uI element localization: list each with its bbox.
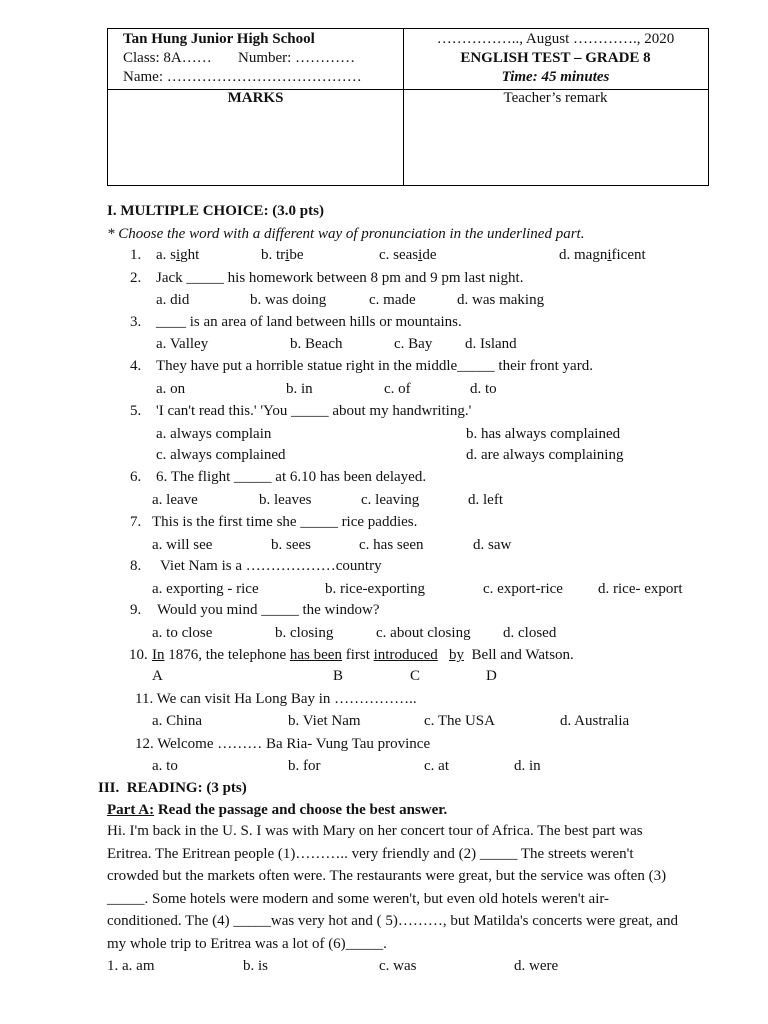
q7-option-a: a. will see [152,537,213,553]
q11-option-b: b. Viet Nam [288,713,361,729]
passage-line: _____. Some hotels were modern and some weren't, but even old hotels weren't air- [107,890,610,907]
q5-option-c: c. always complained [156,447,286,463]
marks-label: MARKS [227,90,284,106]
reading-q1-option-c: c. was [379,958,417,974]
passage-line: Hi. I'm back in the U. S. I was with Mary on her concert tour of Africa. The best part was [107,823,643,839]
part-a-heading: Part A: Read the passage and choose the best answer. [107,802,448,818]
q5-option-d: d. are always complaining [466,447,624,463]
question-4-number: 4. [130,358,142,374]
q5-option-a: a. always complain [156,426,272,442]
question-9-number: 9. [130,602,142,618]
class-number-line: Class: 8A…… Number: ………… [123,50,356,66]
q12-option-a: a. to [152,758,178,774]
question-5-text: 'I can't read this.' 'You _____ about my handwriting.' [156,403,472,419]
passage-line: crowded but the markets often were. The restaurants were great, but the service was often (3) [107,868,667,884]
question-11-text: 11. We can visit Ha Long Bay in …………….. [135,691,417,707]
question-6-number: 6. [130,469,142,485]
question-7-number: 7. [130,514,142,530]
q6-option-d: d. left [468,492,503,508]
q4-option-b: b. in [286,381,313,397]
reading-q1-option-d: d. were [514,958,559,974]
q6-option-b: b. leaves [259,492,312,508]
q10-label-c: C [410,668,421,684]
reading-passage [107,820,732,955]
question-9-text: Would you mind _____ the window? [157,602,380,618]
section-1-instruction: * Choose the word with a different way of pronunciation in the underlined part. [107,226,585,242]
question-1-number: 1. [130,247,142,263]
q9-option-d: d. closed [503,625,557,641]
question-10-text: In 1876, the telephone has been first introduced by Bell and Watson. [152,647,574,663]
q4-option-a: a. on [156,381,186,397]
q3-option-a: a. Valley [156,336,209,352]
q2-option-d: d. was making [457,292,545,308]
section-3-title: III. READING: (3 pts) [98,780,247,796]
q1-option-a: a. sight [156,247,200,263]
teacher-remark-label: Teacher’s remark [503,90,608,106]
q10-label-a: A [152,668,163,684]
q7-option-b: b. sees [271,537,311,553]
q1-option-d: d. magnificent [559,247,646,263]
q9-option-c: c. about closing [376,625,471,641]
q1-option-c: c. seaside [379,247,437,263]
q2-option-b: b. was doing [250,292,327,308]
q4-option-d: d. to [470,381,497,397]
q8-option-d: d. rice- export [598,581,683,597]
q11-option-a: a. China [152,713,202,729]
q12-option-c: c. at [424,758,449,774]
q9-option-a: a. to close [152,625,213,641]
q1-option-b: b. tribe [261,247,304,263]
q11-option-d: d. Australia [560,713,630,729]
q8-option-a: a. exporting - rice [152,581,259,597]
test-time: Time: 45 minutes [501,69,610,85]
q5-option-b: b. has always complained [466,426,621,442]
question-8-text: Viet Nam is a ………………country [160,558,382,574]
q12-option-b: b. for [288,758,321,774]
q9-option-b: b. closing [275,625,334,641]
q3-option-b: b. Beach [290,336,343,352]
passage-line: my whole trip to Eritrea was a lot of (6)_____. [107,935,387,952]
question-10-number: 10. [129,647,148,663]
student-name-line: Name: ………………………………… [123,69,362,85]
q6-option-a: a. leave [152,492,198,508]
reading-q1-option-a: 1. a. am [107,958,155,974]
q12-option-d: d. in [514,758,541,774]
q11-option-c: c. The USA [424,713,495,729]
passage-line: conditioned. The (4) _____was very hot and ( 5)………, but Matilda's concerts were great, and [107,913,679,929]
question-8-number: 8. [130,558,142,574]
q3-option-c: c. Bay [394,336,433,352]
section-1-title: I. MULTIPLE CHOICE: (3.0 pts) [107,203,324,219]
question-2-text: Jack _____ his homework between 8 pm and 9 pm last night. [156,270,524,286]
q2-option-c: c. made [369,292,416,308]
question-2-number: 2. [130,270,142,286]
school-name: Tan Hung Junior High School [123,31,315,47]
q7-option-d: d. saw [473,537,512,553]
date-line: …………….., August …………., 2020 [436,31,675,47]
q10-label-d: D [486,668,497,684]
q6-option-c: c. leaving [361,492,420,508]
question-4-text: They have put a horrible statue right in the middle_____ their front yard. [156,358,593,374]
question-7-text: This is the first time she _____ rice paddies. [152,514,418,530]
question-3-text: ____ is an area of land between hills or mountains. [156,314,462,330]
question-12-text: 12. Welcome ……… Ba Ria- Vung Tau province [135,736,431,752]
question-6-text: 6. The flight _____ at 6.10 has been delayed. [156,469,427,485]
test-title: ENGLISH TEST – GRADE 8 [460,50,651,66]
q4-option-c: c. of [384,381,411,397]
q3-option-d: d. Island [465,336,517,352]
q10-label-b: B [333,668,344,684]
q8-option-b: b. rice-exporting [325,581,425,597]
reading-q1-option-b: b. is [243,958,269,974]
q8-option-c: c. export-rice [483,581,563,597]
q7-option-c: c. has seen [359,537,424,553]
question-5-number: 5. [130,403,142,419]
q2-option-a: a. did [156,292,190,308]
passage-line: Eritrea. The Eritrean people (1)……….. very friendly and (2) _____ The streets weren't [107,845,634,862]
question-3-number: 3. [130,314,142,330]
